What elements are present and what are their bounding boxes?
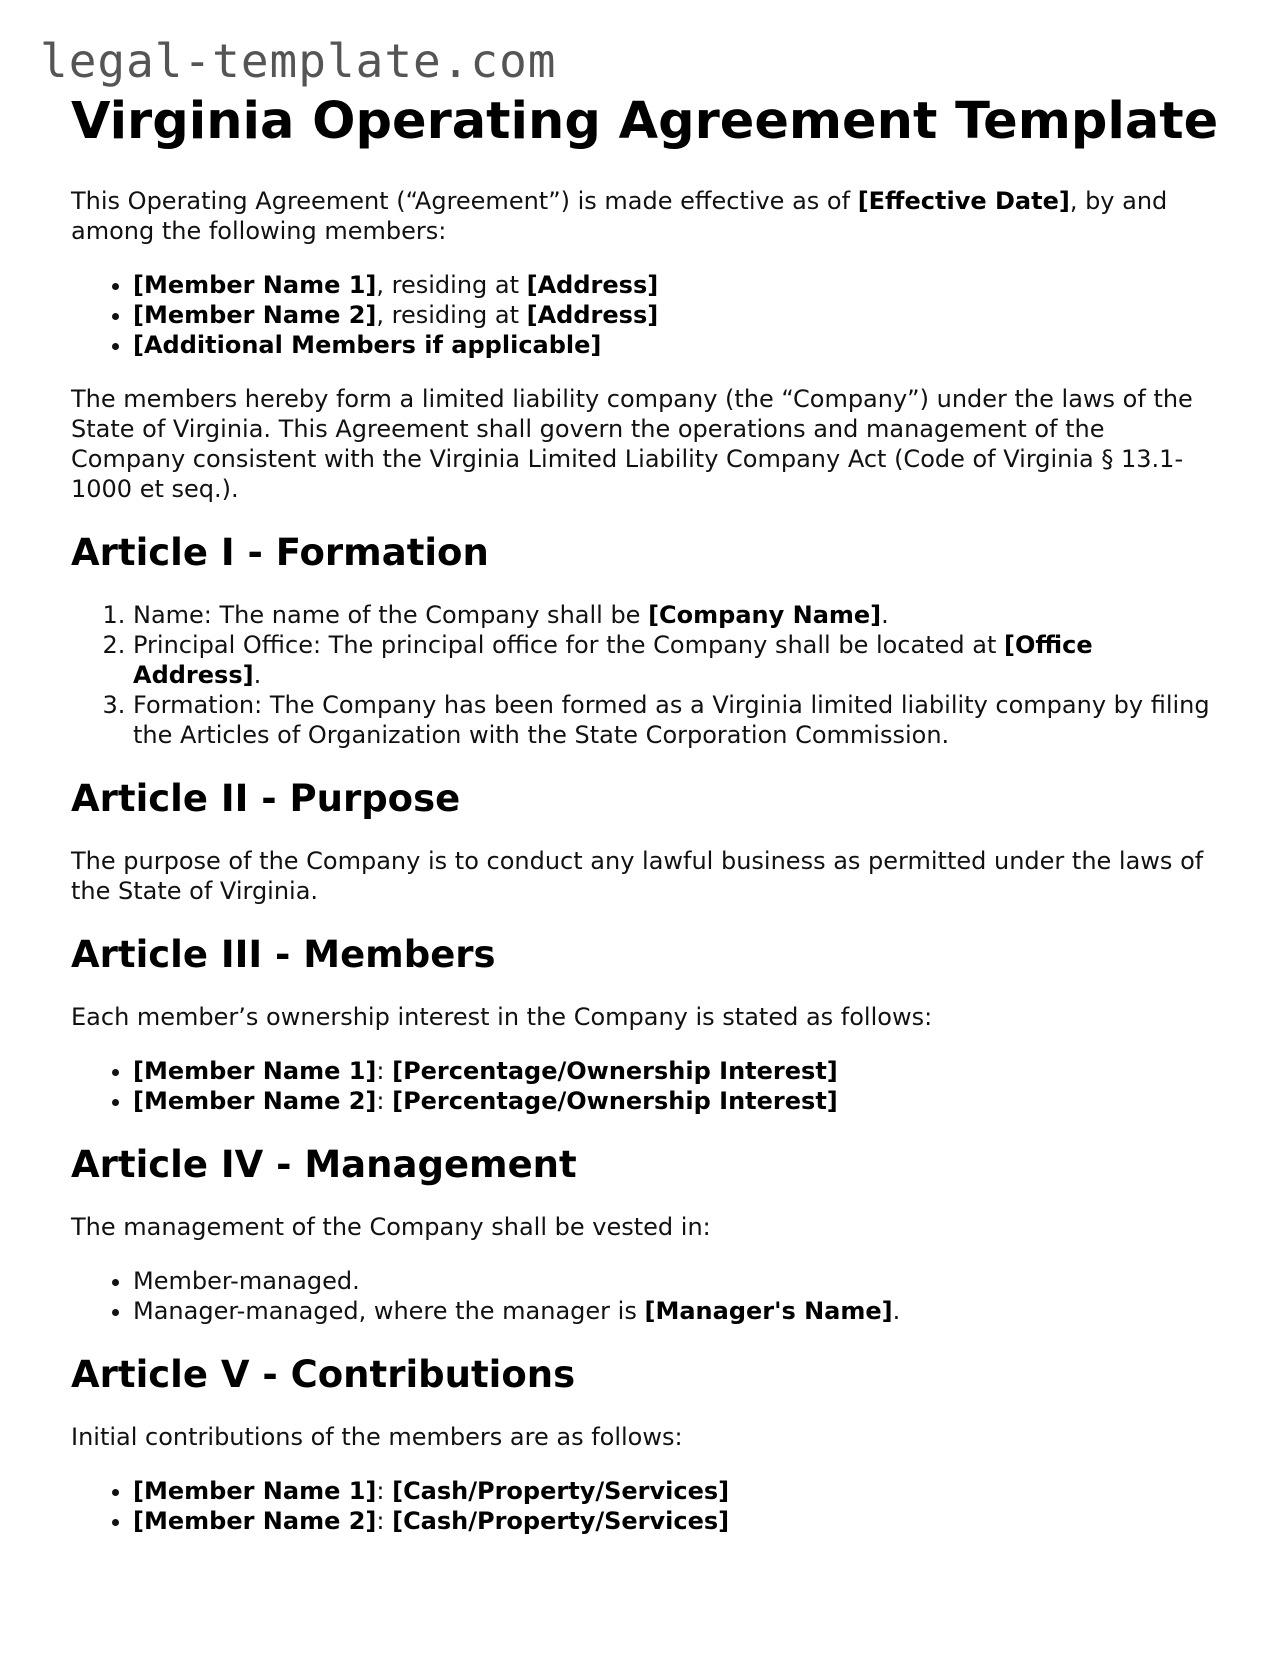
article-3-list (71, 1056, 1221, 1116)
document-body (71, 88, 1221, 1536)
formation-paragraph: The members hereby form a limited liability company (the “Company”) under the laws of the State of Virginia. This Agreement shall govern the operations and management of the Company consistent with the Virginia Limited Liability Company Act (Code of Virginia § 13.1-1000 et seq.). (71, 385, 1193, 503)
article-2-text: The purpose of the Company is to conduct any lawful business as permitted under the laws of the State of Virginia. (71, 847, 1204, 905)
article-1-list (71, 600, 1221, 750)
article-4-list (71, 1266, 1221, 1326)
list-item: • Manager-managed, where the manager is [Manager's Name]. (133, 1296, 1221, 1326)
article-4-text: The management of the Company shall be vested in: (71, 1213, 711, 1241)
members-list (71, 270, 1221, 360)
effective-date-placeholder: [Effective Date] (857, 187, 1070, 215)
list-item: • Member-managed. (133, 1266, 1221, 1296)
list-item: • [Member Name 1]: [Percentage/Ownership Interest] (133, 1056, 1221, 1086)
intro-paragraph: This Operating Agreement (“Agreement”) is made effective as of [Effective Date], by and among the following members: (71, 187, 1168, 245)
article-2-heading: Article II - Purpose (71, 777, 461, 820)
article-3-heading: Article III - Members (71, 933, 496, 976)
list-item: • [Member Name 1]: [Cash/Property/Services] (133, 1476, 1221, 1506)
article-5-list (71, 1476, 1221, 1536)
watermark: legal-template.com (40, 34, 557, 88)
document-title: Virginia Operating Agreement Template (71, 92, 1219, 151)
article-3-text: Each member’s ownership interest in the Company is stated as follows: (71, 1003, 933, 1031)
list-item: 3. Formation: The Company has been formed as a Virginia limited liability company by filing the Articles of Organization with the State Corporation Commission. (133, 690, 1221, 750)
list-item: • [Member Name 2], residing at [Address] (133, 300, 1221, 330)
article-1-heading: Article I - Formation (71, 531, 489, 574)
list-item: 2. Principal Office: The principal office for the Company shall be located at [Office Address]. (133, 630, 1221, 690)
list-item: • [Member Name 2]: [Percentage/Ownership Interest] (133, 1086, 1221, 1116)
list-item: • [Member Name 1], residing at [Address] (133, 270, 1221, 300)
list-item: • [Member Name 2]: [Cash/Property/Services] (133, 1506, 1221, 1536)
article-5-heading: Article V - Contributions (71, 1353, 576, 1396)
list-item: • [Additional Members if applicable] (133, 330, 1221, 360)
list-item: 1. Name: The name of the Company shall be [Company Name]. (133, 600, 1221, 630)
article-5-text: Initial contributions of the members are as follows: (71, 1423, 683, 1451)
article-4-heading: Article IV - Management (71, 1143, 577, 1186)
